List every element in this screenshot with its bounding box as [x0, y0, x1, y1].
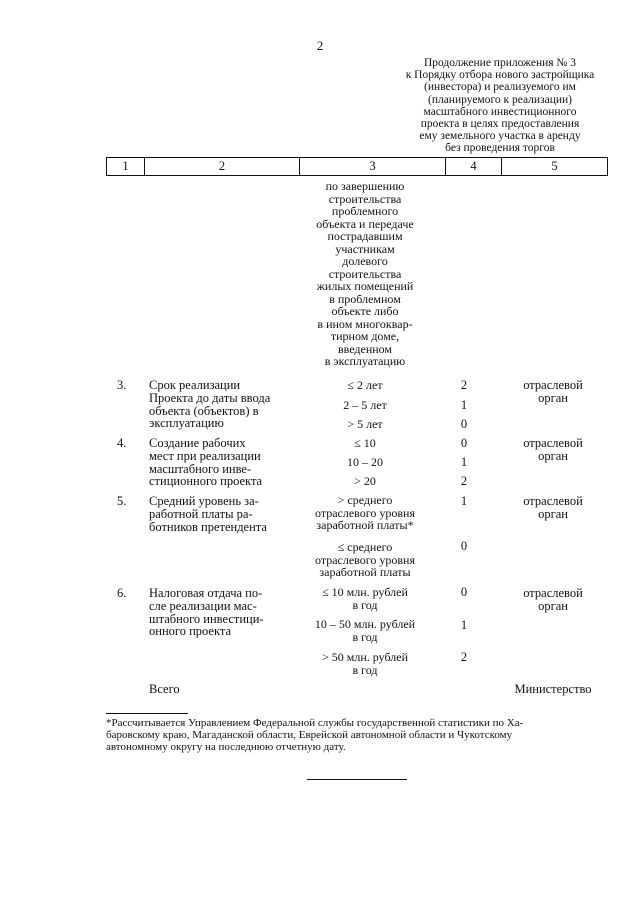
- score-value: 1: [460, 455, 468, 469]
- score-value: 1: [460, 398, 468, 412]
- criterion-line: Налоговая отдача по-: [149, 586, 263, 600]
- source-line: отраслевой: [523, 494, 583, 508]
- source-line: отраслевой: [523, 378, 583, 392]
- continued-line: тирном доме,: [330, 329, 400, 343]
- option-text: [290, 618, 440, 643]
- criterion-line: Срок реализации: [149, 378, 241, 392]
- column-header-4: 4: [446, 158, 502, 176]
- footnote-line: баровскому краю, Магаданской области, Еврейской автономной области и Чукотскому: [106, 729, 513, 741]
- footnote-divider: [106, 713, 188, 714]
- column-header-row: [106, 157, 608, 176]
- source-line: отраслевой: [523, 436, 583, 450]
- row-number: 5.: [117, 494, 127, 508]
- continued-line: объекта и передаче: [316, 216, 414, 231]
- criterion-line: стиционного проекта: [149, 474, 263, 489]
- column-header-1: 1: [107, 158, 145, 176]
- criterion-line: сле реализации мас-: [149, 598, 257, 613]
- header-line: к Порядку отбора нового застройщика: [405, 69, 595, 82]
- header-line: (инвестора) и реализуемого им: [424, 81, 576, 94]
- continued-line: введенном: [337, 341, 393, 356]
- continued-line: строительства: [328, 266, 402, 281]
- score-value: 0: [460, 436, 468, 450]
- score-value: 2: [460, 474, 468, 488]
- criterion-line: Средний уровень за-: [149, 494, 259, 508]
- page-number: 2: [316, 38, 324, 53]
- footnote: [106, 717, 608, 753]
- continued-line: по завершению: [325, 179, 405, 193]
- column-header-2: 2: [145, 158, 300, 176]
- option-line: ≤ 10 млн. рублей: [322, 585, 408, 599]
- option-line: отраслевого уровня: [314, 552, 415, 567]
- score-value: 1: [460, 618, 468, 632]
- total-source: Министерство: [514, 682, 592, 696]
- option-line: 10 – 50 млн. рублей: [314, 617, 416, 631]
- option-text: 10 – 20: [347, 455, 383, 469]
- source-text: [503, 495, 603, 520]
- option-text: ≤ 2 лет: [347, 378, 383, 392]
- option-line: ≤ среднего: [337, 540, 393, 554]
- row-number: 4.: [117, 436, 127, 450]
- option-text: > 20: [354, 474, 376, 488]
- continued-line: строительства: [328, 191, 402, 206]
- continued-line: жилых помещений: [316, 279, 414, 293]
- option-text: [290, 586, 440, 611]
- source-line: орган: [538, 506, 568, 521]
- row-number: 3.: [117, 378, 127, 392]
- criterion-line: работной платы ра-: [149, 506, 253, 521]
- appendix-header: [380, 57, 620, 155]
- option-text: [290, 494, 440, 532]
- criterion-line: Создание рабочих: [149, 436, 246, 450]
- header-line: Продолжение приложения № 3: [423, 57, 577, 69]
- header-line: проекта в целях предоставления: [420, 118, 580, 131]
- criterion-line: масштабного инве-: [149, 461, 252, 476]
- source-line: отраслевой: [523, 586, 583, 600]
- score-value: 1: [460, 494, 468, 508]
- header-line: ему земельного участка в аренду: [419, 130, 581, 143]
- criterion-line: онного проекта: [149, 624, 232, 639]
- continued-line: участникам: [335, 241, 395, 256]
- option-line: в год: [352, 597, 378, 612]
- source-line: орган: [538, 448, 568, 463]
- source-text: [503, 437, 603, 462]
- option-text: [290, 651, 440, 676]
- option-text: > 5 лет: [347, 417, 383, 431]
- option-line: > среднего: [337, 493, 393, 507]
- row-number: 6.: [117, 586, 127, 600]
- option-line: в год: [352, 629, 378, 644]
- continued-line: пострадавшим: [327, 229, 403, 243]
- source-text: [503, 379, 603, 404]
- criterion-line: ботников претендента: [149, 519, 267, 534]
- column-header-3: 3: [300, 158, 446, 176]
- score-value: 0: [460, 417, 468, 431]
- criterion-text: [149, 587, 264, 638]
- criterion-text: [149, 495, 267, 533]
- option-line: в год: [352, 662, 378, 677]
- column-header-5: 5: [502, 158, 608, 176]
- header-line: (планируемого к реализации): [427, 93, 572, 106]
- footnote-line: автономному округу на последнюю отчетную дату.: [106, 741, 346, 753]
- source-line: орган: [538, 598, 568, 613]
- score-value: 2: [460, 650, 468, 664]
- footnote-line: *Рассчитывается Управлением Федеральной службы государственной статистики по Ха-: [106, 717, 524, 729]
- continued-line: в эксплуатацию: [324, 354, 406, 368]
- option-text: [290, 541, 440, 579]
- header-line: без проведения торгов: [445, 142, 555, 155]
- criterion-line: мест при реализации: [149, 448, 261, 463]
- score-value: 2: [460, 378, 468, 392]
- continued-line: проблемного: [331, 204, 399, 218]
- score-value: 0: [460, 539, 468, 553]
- end-divider: [307, 779, 407, 780]
- criterion-line: штабного инвестици-: [149, 611, 264, 626]
- header-line: масштабного инвестиционного: [423, 105, 577, 118]
- criterion-text: [149, 379, 270, 430]
- continued-line: объекте либо: [331, 304, 399, 318]
- option-line: заработной платы: [319, 565, 411, 579]
- option-text: ≤ 10: [354, 436, 376, 450]
- source-line: орган: [538, 390, 568, 405]
- source-text: [503, 587, 603, 612]
- criterion-text: [149, 437, 262, 488]
- option-text: 2 – 5 лет: [343, 398, 387, 412]
- option-line: заработной платы*: [316, 518, 414, 532]
- total-label: Всего: [149, 682, 180, 696]
- criterion-line: объекта (объектов) в: [149, 403, 259, 418]
- option-line: > 50 млн. рублей: [322, 650, 408, 664]
- continued-line: долевого: [342, 254, 388, 268]
- criterion-line: Проекта до даты ввода: [149, 390, 271, 405]
- continued-line: в ином многоквар-: [317, 316, 413, 331]
- option-line: отраслевого уровня: [314, 505, 415, 520]
- score-value: 0: [460, 585, 468, 599]
- continued-criterion-text: [290, 180, 440, 368]
- continued-line: в проблемном: [329, 291, 401, 306]
- criterion-line: эксплуатацию: [149, 416, 224, 431]
